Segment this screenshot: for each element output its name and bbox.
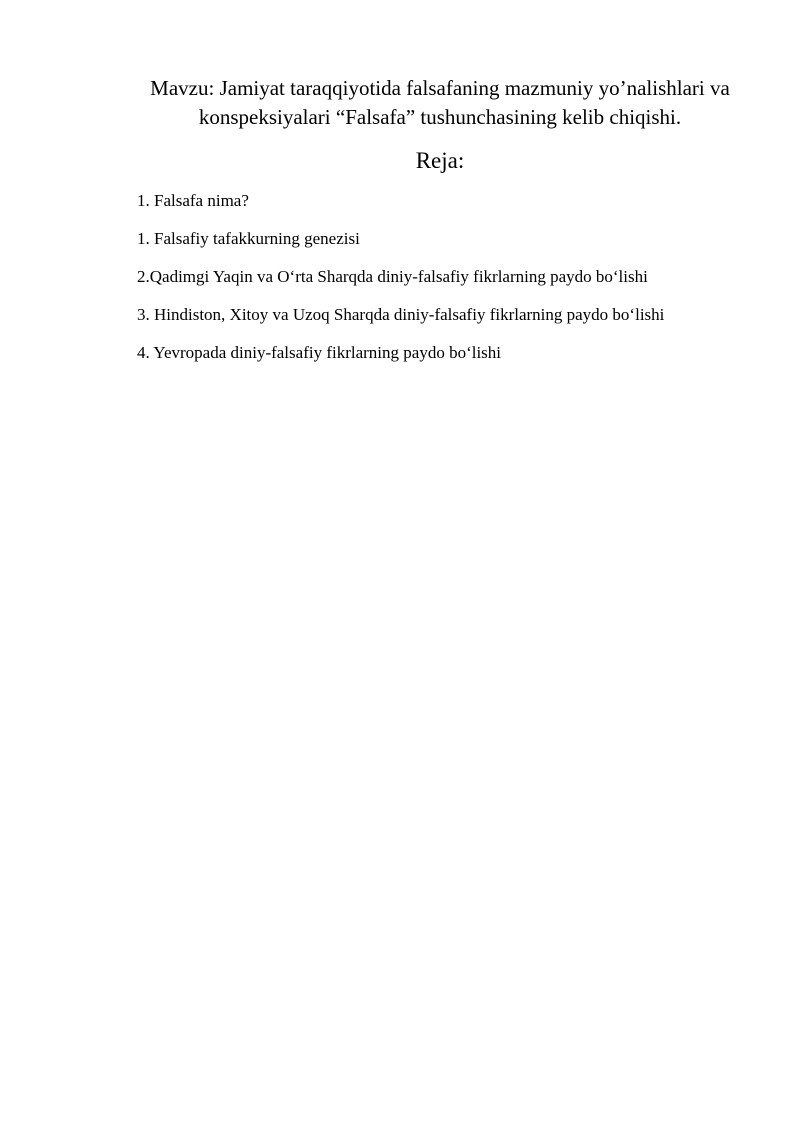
document-title [110, 74, 770, 132]
document-title-line-2: konspeksiyalari “Falsafa” tushunchasining kelib chiqishi. [198, 105, 682, 129]
plan-item: 2.Qadimgi Yaqin va O‘rta Sharqda diniy-falsafiy fikrlarning paydo bo‘lishi [137, 267, 648, 286]
plan-list [137, 190, 777, 380]
plan-item: 3. Hindiston, Xitoy va Uzoq Sharqda diniy-falsafiy fikrlarning paydo bo‘lishi [137, 305, 665, 324]
plan-item: 4. Yevropada diniy-falsafiy fikrlarning paydo bo‘lishi [137, 343, 502, 362]
plan-heading: Reja: [415, 148, 465, 173]
plan-item: 1. Falsafiy tafakkurning genezisi [137, 229, 360, 248]
document-title-line-1: Mavzu: Jamiyat taraqqiyotida falsafaning mazmuniy yo’nalishlari va [150, 76, 730, 100]
plan-item: 1. Falsafa nima? [137, 191, 249, 210]
